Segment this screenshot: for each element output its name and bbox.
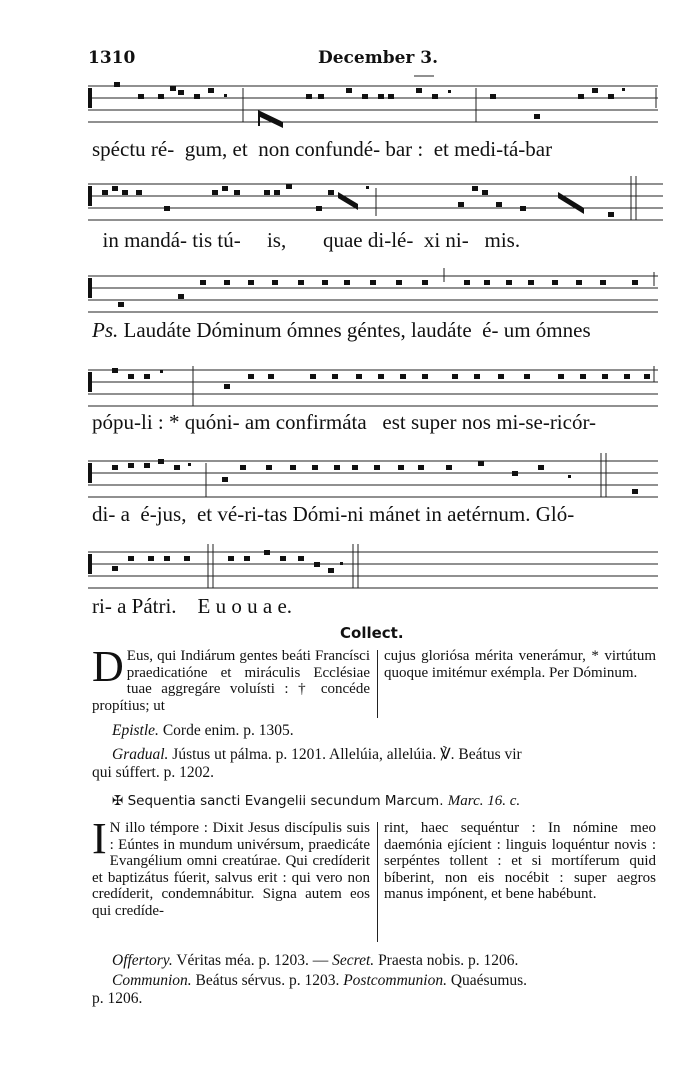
chant-note bbox=[576, 280, 582, 285]
chant-note bbox=[538, 465, 544, 470]
chant-note bbox=[272, 280, 278, 285]
chant-note bbox=[200, 280, 206, 285]
gospel-heading bbox=[112, 793, 520, 810]
gospel-left-column bbox=[92, 814, 370, 920]
collect-right-text: cujus gloriósa mérita venerámur, * virtútum quoque imitémur exémpla. Per Dóminum. bbox=[384, 648, 656, 681]
chant-note bbox=[524, 374, 530, 379]
offertory-line bbox=[112, 952, 518, 970]
gospel-reference: Marc. 16. c. bbox=[447, 793, 521, 809]
chant-note bbox=[356, 374, 362, 379]
chant-note bbox=[580, 374, 586, 379]
chant-note bbox=[396, 280, 402, 285]
lyric-line-1: spéctu ré- gum, et non confundé- bar : et medi-tá-bar bbox=[92, 137, 553, 161]
gradual-line bbox=[112, 745, 522, 764]
collect-left-column bbox=[92, 642, 370, 714]
lyric-line-4: pópu-li : * quóni- am confirmáta est super nos mi-se-ricór- bbox=[92, 410, 597, 434]
chant-note bbox=[552, 280, 558, 285]
gradual-label: Gradual. bbox=[112, 746, 169, 763]
collect-column-divider bbox=[377, 650, 378, 718]
lyric-line-3 bbox=[92, 318, 591, 343]
chant-note bbox=[484, 280, 490, 285]
communion-line-2: p. 1206. bbox=[92, 990, 143, 1007]
offertory-label: Offertory. bbox=[112, 952, 173, 969]
collect-left-text: Eus, qui Indiárum gentes beáti Francísci praedicatióne et miráculis Ecclésiae tuae aggregáre voluísti : † concéde propítius; ut bbox=[92, 648, 370, 714]
chant-note bbox=[290, 465, 296, 470]
psalm-text: Laudáte Dóminum ómnes géntes, laudáte é- um ómnes bbox=[123, 318, 591, 342]
secret-label: Secret. bbox=[332, 952, 375, 969]
chant-note bbox=[632, 280, 638, 285]
gradual-text: Jústus ut pálma. p. 1201. Allelúia, allelúia. ℣. Beátus vir bbox=[172, 746, 522, 763]
chant-note bbox=[474, 374, 480, 379]
chant-note bbox=[248, 374, 254, 379]
chant-note bbox=[344, 280, 350, 285]
gospel-right-text: rint, haec sequéntur : In nómine meo daemónia ejícient : linguis loquéntur novis : serpéntes tollent : et si mortíferum quid bíberint, non eis nocébit : super aegros manus impónent, et bene habébunt. bbox=[384, 820, 656, 903]
communion-label: Communion. bbox=[112, 972, 192, 989]
offertory-text: Véritas méa. p. 1203. — bbox=[176, 952, 329, 969]
page-number: 1310 bbox=[88, 48, 136, 68]
chant-note bbox=[312, 465, 318, 470]
chant-staff-3 bbox=[88, 268, 658, 323]
gospel-drop-cap: I bbox=[92, 814, 107, 863]
chant-note bbox=[332, 374, 338, 379]
secret-text: Praesta nobis. p. 1206. bbox=[378, 952, 519, 969]
epistle-line bbox=[112, 722, 294, 740]
chant-note bbox=[558, 374, 564, 379]
chant-note bbox=[298, 280, 304, 285]
gradual-line-2: qui súffert. p. 1202. bbox=[92, 764, 214, 781]
chant-note bbox=[268, 374, 274, 379]
lyric-line-6: ri- a Pátri. E u o u a e. bbox=[92, 594, 293, 618]
gospel-right-column bbox=[384, 820, 656, 903]
chant-note bbox=[464, 280, 470, 285]
chant-note bbox=[506, 280, 512, 285]
chant-note bbox=[370, 280, 376, 285]
page-date-heading: December 3. bbox=[318, 48, 439, 68]
lyric-line-2: in mandá- tis tú- is, quae di-lé- xi ni- mis. bbox=[92, 228, 521, 252]
gospel-left-text: N illo témpore : Dixit Jesus discípulis suis : Eúntes in mundum univérsum, praedicáte Evangélium omni creatúrae. Qui credíderit et baptizátus fúerit, salvus erit : qui vero non credíderit, condemnábitur. Signa autem eos qui credíde- bbox=[92, 820, 370, 919]
chant-note bbox=[378, 374, 384, 379]
chant-note bbox=[398, 465, 404, 470]
chant-staff-5 bbox=[88, 453, 658, 508]
chant-note bbox=[422, 374, 428, 379]
chant-note bbox=[374, 465, 380, 470]
chant-staff-1 bbox=[88, 78, 658, 133]
chant-staff-6 bbox=[88, 544, 658, 599]
epistle-text: Corde enim. p. 1305. bbox=[162, 722, 294, 739]
chant-note bbox=[498, 374, 504, 379]
communion-text: Beátus sérvus. p. 1203. bbox=[195, 972, 340, 989]
gospel-column-divider bbox=[377, 822, 378, 942]
chant-staff-4 bbox=[88, 362, 658, 417]
collect-drop-cap: D bbox=[92, 642, 124, 691]
chant-note bbox=[422, 280, 428, 285]
chant-staff-2 bbox=[88, 176, 663, 231]
postcommunion-text: Quaésumus. bbox=[450, 972, 528, 989]
chant-note bbox=[418, 465, 424, 470]
chant-note bbox=[602, 374, 608, 379]
chant-note bbox=[310, 374, 316, 379]
chant-note bbox=[248, 280, 254, 285]
chant-note bbox=[224, 280, 230, 285]
chant-note bbox=[334, 465, 340, 470]
chant-note bbox=[322, 280, 328, 285]
chant-note bbox=[644, 374, 650, 379]
psalm-label: Ps. bbox=[92, 318, 119, 342]
chant-note bbox=[400, 374, 406, 379]
chant-note bbox=[452, 374, 458, 379]
chant-note bbox=[266, 465, 272, 470]
gospel-heading-text: ✠ Sequentia sancti Evangelii secundum Marcum. bbox=[112, 793, 444, 809]
epistle-label: Epistle. bbox=[112, 722, 159, 739]
communion-line bbox=[112, 972, 527, 990]
chant-note bbox=[528, 280, 534, 285]
chant-note bbox=[600, 280, 606, 285]
collect-title: Collect. bbox=[340, 624, 404, 642]
chant-note bbox=[446, 465, 452, 470]
postcommunion-label: Postcommunion. bbox=[343, 972, 447, 989]
lyric-line-5: di- a é-jus, et vé-ri-tas Dómi-ni mánet in aetérnum. Gló- bbox=[92, 502, 575, 526]
chant-note bbox=[352, 465, 358, 470]
chant-note bbox=[240, 465, 246, 470]
collect-right-column bbox=[384, 648, 656, 681]
chant-note bbox=[624, 374, 630, 379]
